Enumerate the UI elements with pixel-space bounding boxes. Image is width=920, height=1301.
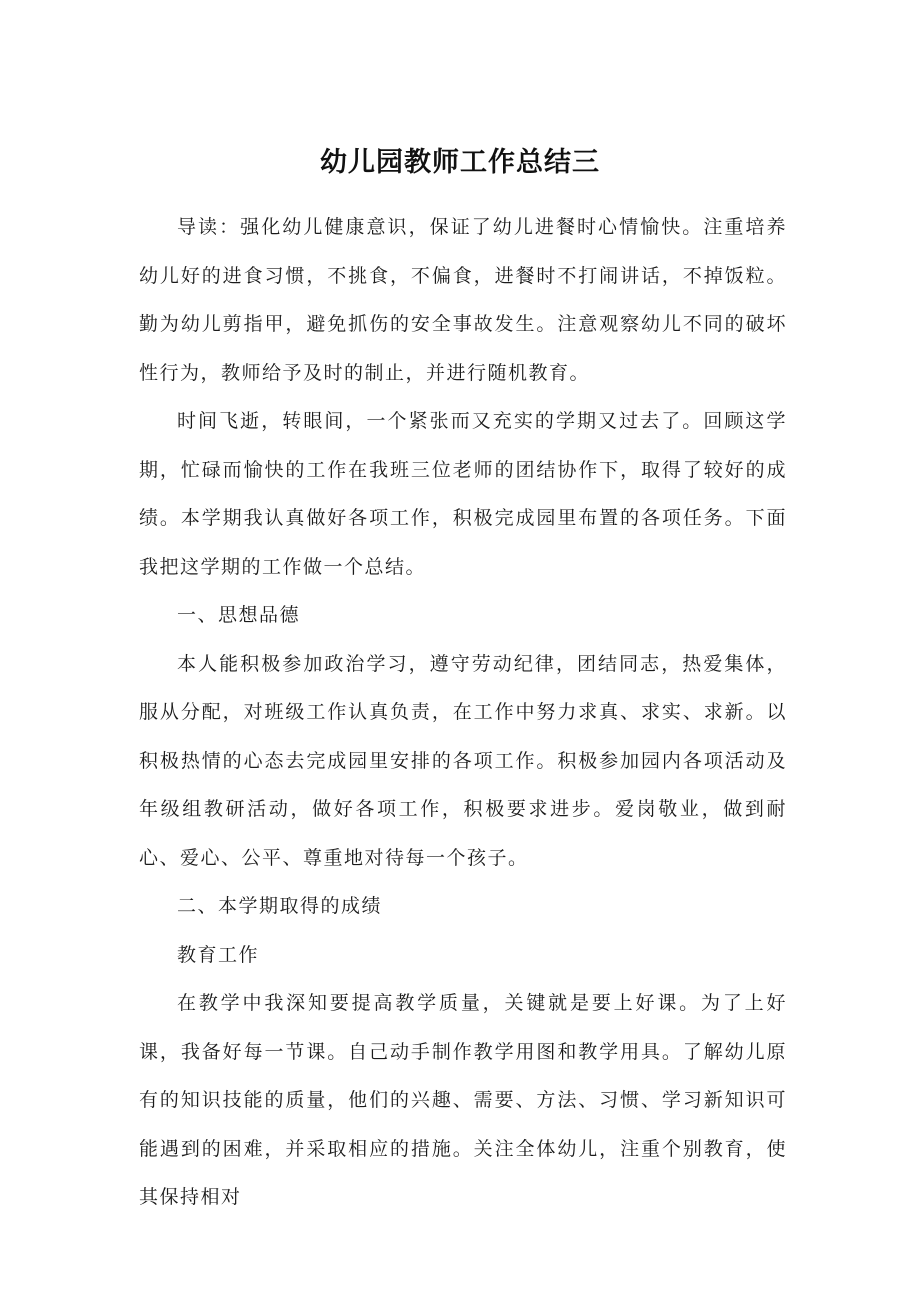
paragraph-ideology: 本人能积极参加政治学习，遵守劳动纪律，团结同志，热爱集体，服从分配，对班级工作认真负责，在工作中努力求真、求实、求新。以积极热情的心态去完成园里安排的各项工作。积极参加园内各项活动及年级组教研活动，做好各项工作，积极要求进步。爱岗敬业，做到耐心、爱心、公平、尊重地对待每一个孩子。: [139, 652, 787, 869]
paragraph-intro: 导读：强化幼儿健康意识，保证了幼儿进餐时心情愉快。注重培养幼儿好的进食习惯，不挑食，不偏食，进餐时不打闹讲话，不掉饭粒。勤为幼儿剪指甲，避免抓伤的安全事故发生。注意观察幼儿不同的破坏性行为，教师给予及时的制止，并进行随机教育。: [139, 216, 787, 384]
section-heading-achievements: 二、本学期取得的成绩: [177, 895, 383, 917]
subheading-education-work: 教育工作: [177, 943, 260, 966]
paragraph-education-work: 在教学中我深知要提高教学质量，关键就是要上好课。为了上好课，我备好每一节课。自己动手制作教学用图和教学用具。了解幼儿原有的知识技能的质量，他们的兴趣、需要、方法、习惯、学习新知识可能遇到的困难，并采取相应的措施。关注全体幼儿，注重个别教育，使其保持相对: [139, 992, 787, 1208]
paragraph-opening: 时间飞逝，转眼间，一个紧张而又充实的学期又过去了。回顾这学期，忙碌而愉快的工作在我班三位老师的团结协作下，取得了较好的成绩。本学期我认真做好各项工作，积极完成园里布置的各项任务。下面我把这学期的工作做一个总结。: [139, 410, 787, 578]
document-body: [139, 203, 787, 1222]
section-heading-ideology: 一、思想品德: [177, 604, 301, 626]
document-title: 幼儿园教师工作总结三: [320, 147, 600, 178]
